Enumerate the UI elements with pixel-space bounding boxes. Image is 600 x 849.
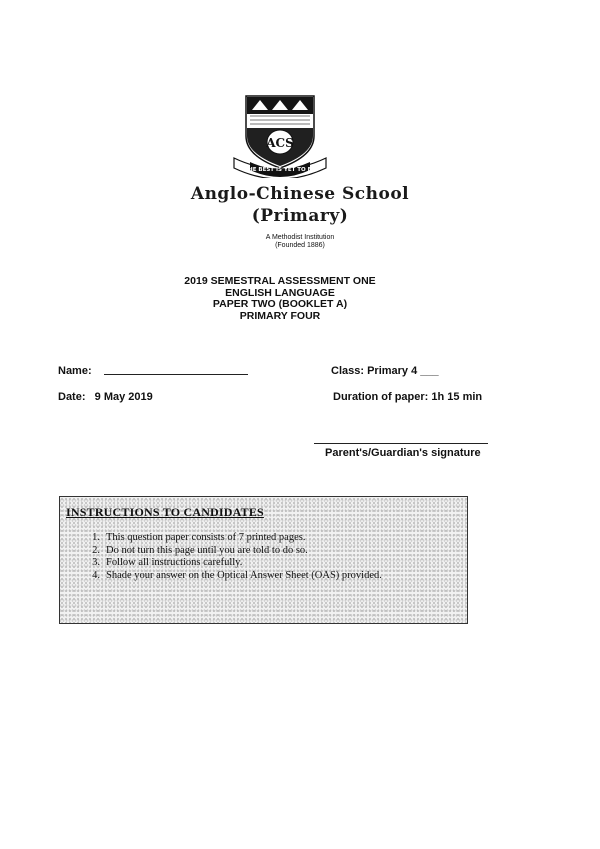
list-item (86, 545, 382, 558)
exam-title: 2019 SEMESTRAL ASSESSMENT ONE (184, 275, 376, 287)
school-crest-logo (232, 92, 328, 178)
instructions-heading: INSTRUCTIONS TO CANDIDATES (66, 505, 264, 519)
signature-line (314, 443, 488, 444)
list-item (86, 570, 382, 583)
item-text: Shade your answer on the Optical Answer Sheet (OAS) provided. (106, 569, 382, 581)
school-section: (Primary) (251, 206, 349, 226)
item-number: 2. (92, 544, 100, 556)
level-title: PRIMARY FOUR (239, 309, 321, 322)
date-field: Date: 9 May 2019 (58, 391, 153, 403)
exam-titles (0, 276, 560, 322)
instructions-box (59, 496, 468, 624)
list-item (86, 557, 382, 570)
name-blank-line (104, 374, 248, 375)
item-number: 4. (92, 569, 100, 581)
item-text: This question paper consists of 7 printed pages. (106, 532, 306, 543)
duration-field: Duration of paper: 1h 15 min (333, 391, 483, 403)
subject-title: ENGLISH LANGUAGE (225, 286, 335, 299)
name-label: Name: (58, 365, 92, 377)
item-text: Follow all instructions carefully. (106, 557, 243, 568)
svg-text:THE BEST IS YET TO BE: THE BEST IS YET TO BE (244, 167, 316, 173)
item-number: 1. (92, 532, 100, 543)
class-field: Class: Primary 4 ___ (331, 365, 439, 377)
instructions-list (86, 532, 382, 582)
signature-label: Parent's/Guardian's signature (325, 447, 481, 459)
list-item (86, 532, 382, 545)
item-number: 3. (92, 557, 100, 568)
affiliation-text: A Methodist Institution (265, 234, 335, 241)
svg-text:ACS: ACS (266, 136, 294, 150)
item-text: Do not turn this page until you are told to do so. (106, 544, 308, 556)
school-name: Anglo-Chinese School (190, 184, 410, 204)
founded-text: (Founded 1886) (275, 242, 325, 249)
paper-title: PAPER TWO (BOOKLET A) (212, 298, 348, 310)
